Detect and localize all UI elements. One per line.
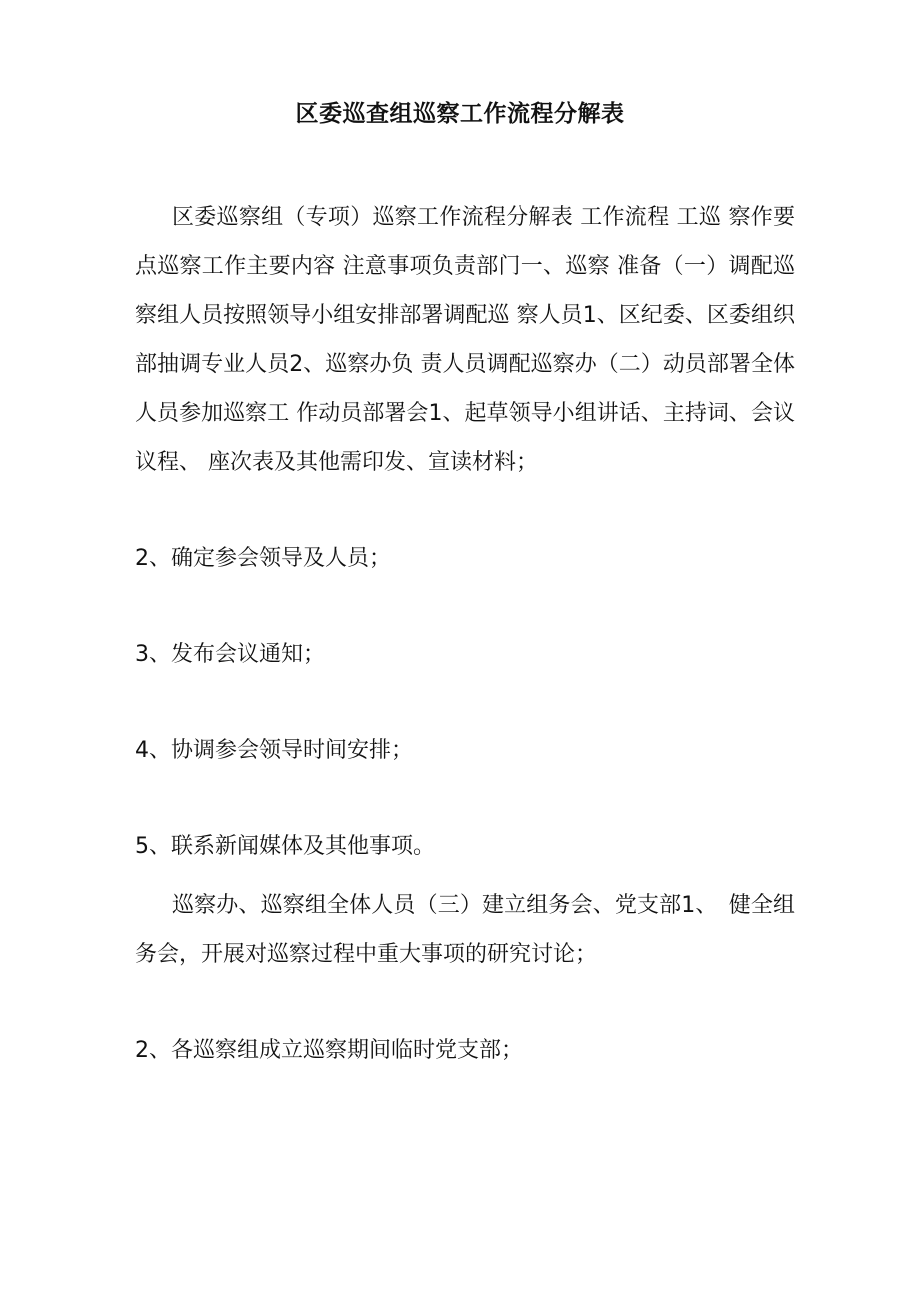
- list-item-4-schedule: 4、协调参会领导时间安排；: [135, 738, 413, 763]
- list-item-5-media: 5、联系新闻媒体及其他事项。: [135, 834, 435, 859]
- document-title: 区委巡查组巡察工作流程分解表: [295, 101, 625, 127]
- list-item-3-notice: 3、发布会议通知；: [135, 642, 325, 667]
- paragraph-2: 巡察办、巡察组全体人员（三）建立组务会、党支部1、 健全组务会，开展对巡察过程中重大事项的研究讨论；: [135, 893, 795, 967]
- list-item-2-party-branch: 2、各巡察组成立巡察期间临时党支部；: [135, 1038, 523, 1063]
- paragraph-1: 区委巡察组（专项）巡察工作流程分解表 工作流程 工巡 察作要点巡察工作主要内容 注意事项负责部门一、巡察 准备（一）调配巡察组人员按照领导小组安排部署调配巡 察人员1、区纪委、区委组织部抽调专业人员2、巡察办负 责人员调配巡察办（二）动员部署全体人员参加巡察工 作动员部署会1、起草领导小组讲话、主持词、会议议程、 座次表及其他需印发、宣读材料；: [135, 205, 795, 475]
- list-item-2-attendees: 2、确定参会领导及人员；: [135, 546, 391, 571]
